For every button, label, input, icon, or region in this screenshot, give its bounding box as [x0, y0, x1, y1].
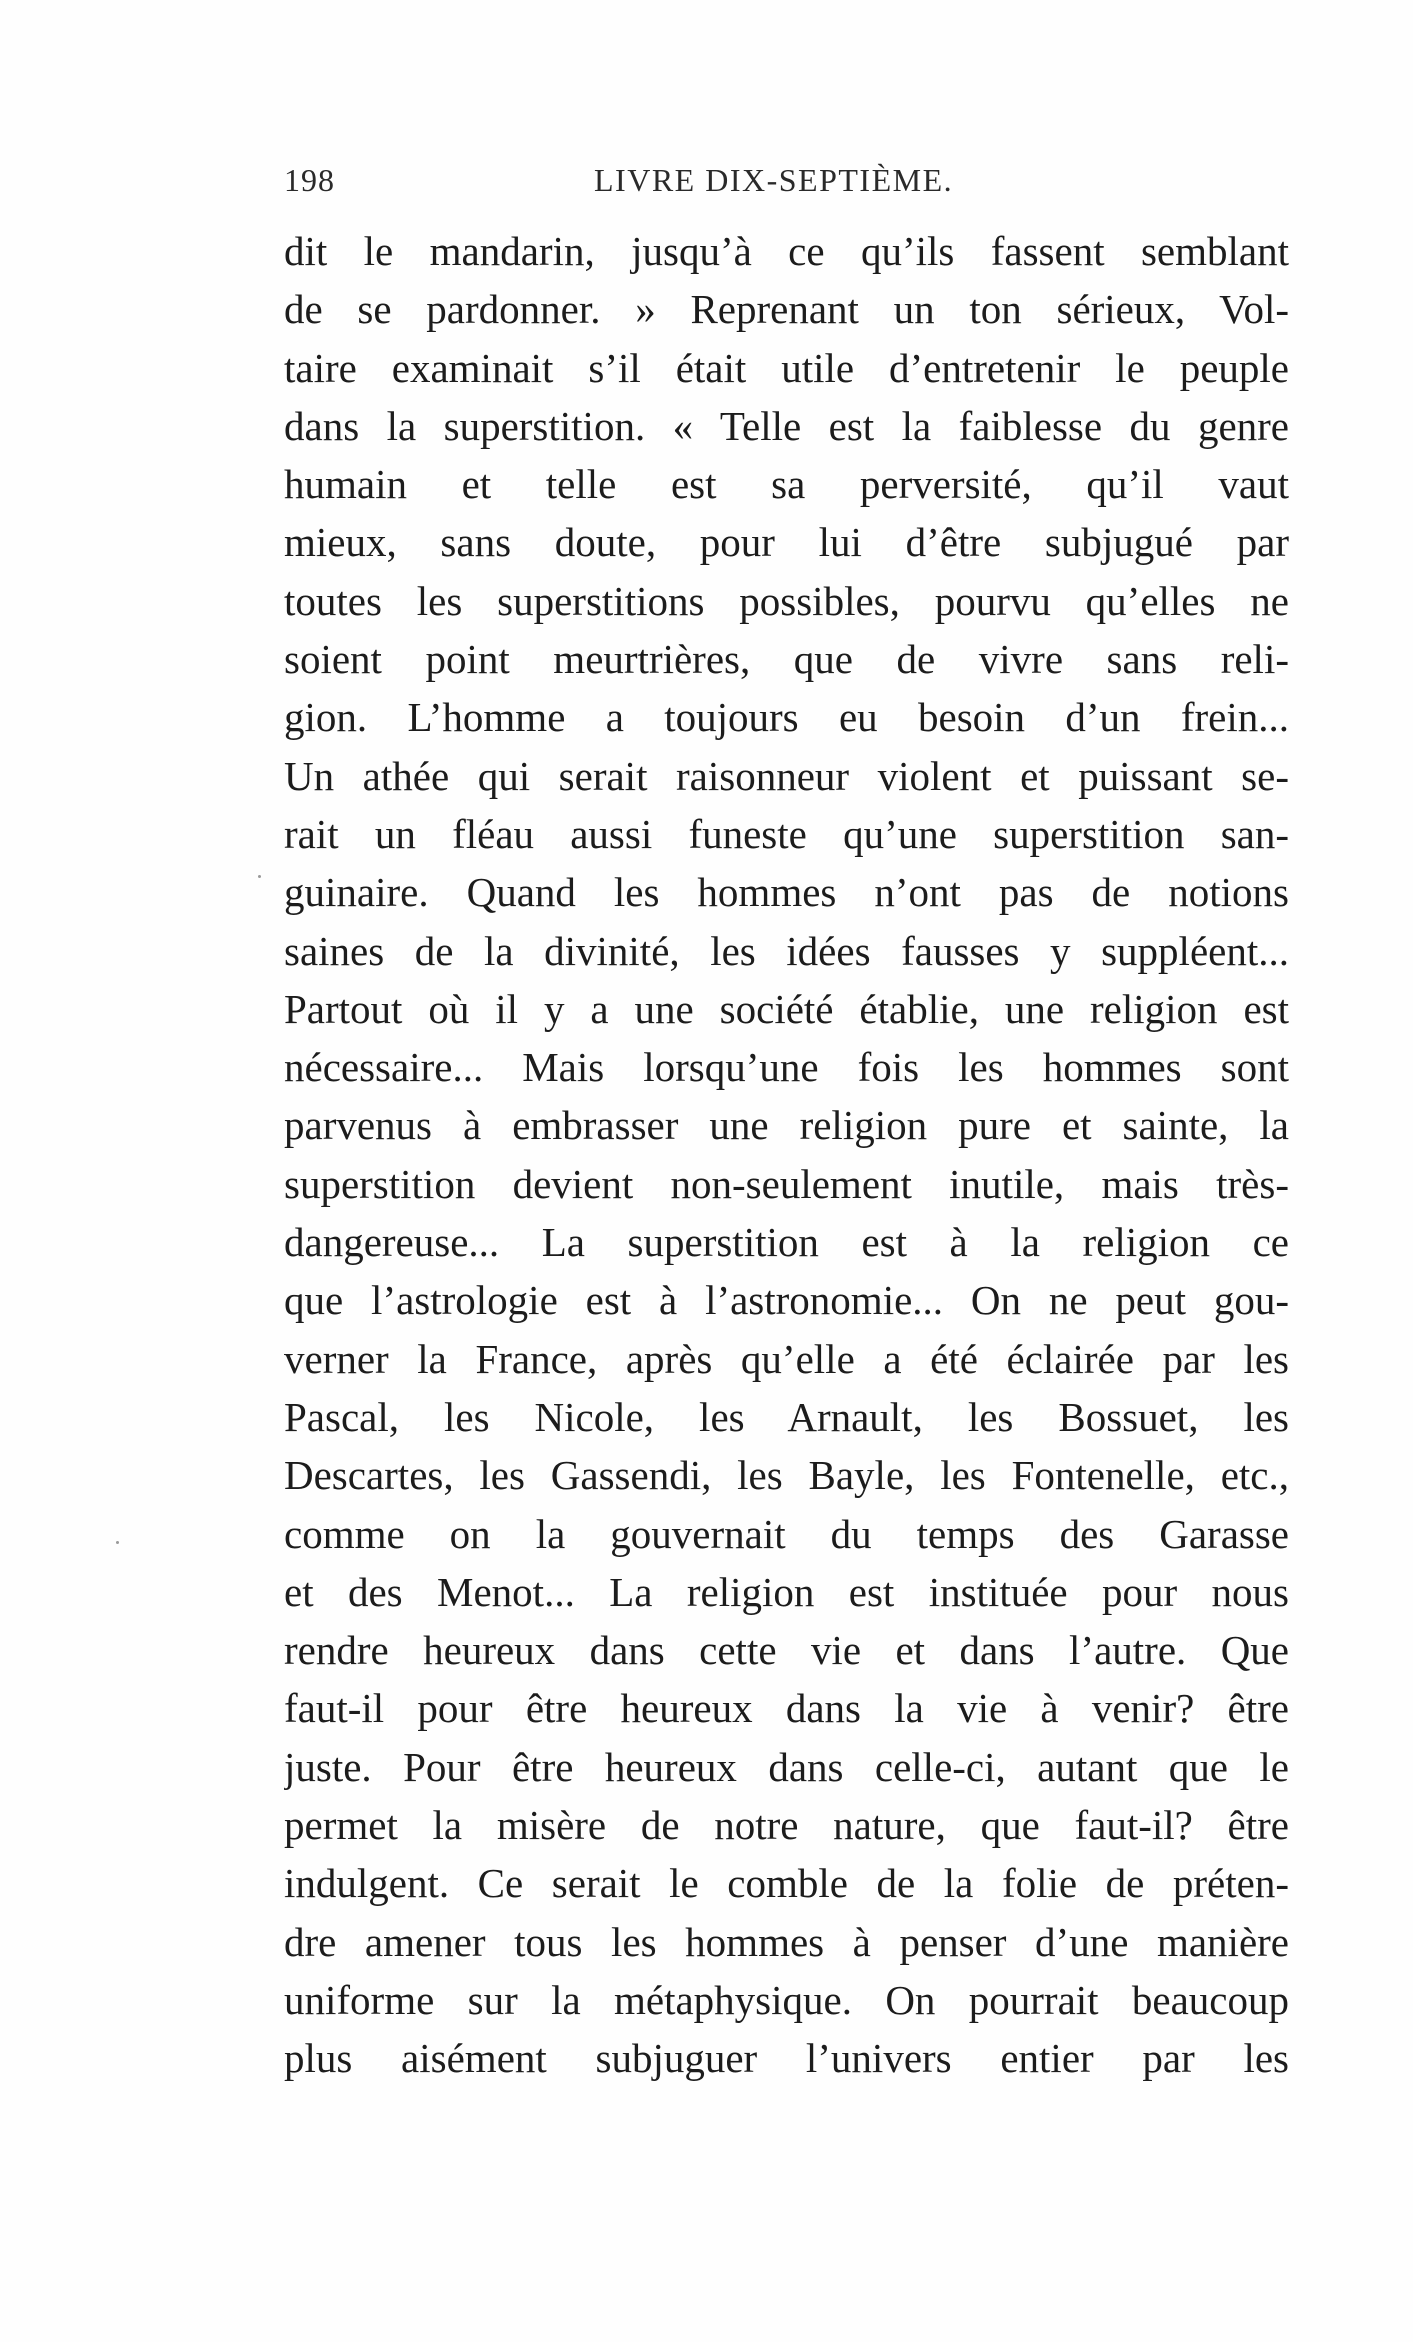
text-line: plus aisément subjuguer l’univers entier par les [284, 2035, 1289, 2082]
text-line: Descartes, les Gassendi, les Bayle, les Fontenelle, etc., [284, 1452, 1289, 1499]
page-number: 198 [284, 162, 335, 198]
body-text [284, 222, 1289, 2088]
text-line: rait un fléau aussi funeste qu’une superstition san- [284, 810, 1289, 857]
text-line: humain et telle est sa perversité, qu’il vaut [284, 461, 1289, 508]
text-line: soient point meurtrières, que de vivre sans reli- [284, 636, 1289, 683]
text-line: mieux, sans doute, pour lui d’être subjugué par [284, 519, 1289, 566]
text-line: taire examinait s’il était utile d’entretenir le peuple [284, 344, 1289, 391]
text-line: dre amener tous les hommes à penser d’une manière [284, 1918, 1289, 1965]
text-line: dit le mandarin, jusqu’à ce qu’ils fassent semblant [284, 228, 1289, 274]
text-line: nécessaire... Mais lorsqu’une fois les hommes sont [284, 1044, 1289, 1091]
text-line: guinaire. Quand les hommes n’ont pas de notions [284, 869, 1289, 916]
text-line: Pascal, les Nicole, les Arnault, les Bossuet, les [284, 1393, 1289, 1440]
text-line: gion. L’homme a toujours eu besoin d’un frein... [284, 694, 1289, 741]
text-line: dans la superstition. « Telle est la faiblesse du genre [284, 402, 1289, 449]
running-title: LIVRE DIX-SEPTIÈME. [594, 162, 954, 198]
text-line: verner la France, après qu’elle a été éclairée par les [284, 1335, 1289, 1382]
text-line: permet la misère de notre nature, que faut-il? être [284, 1802, 1289, 1849]
text-line: dangereuse... La superstition est à la religion ce [284, 1219, 1289, 1266]
text-line: juste. Pour être heureux dans celle-ci, autant que le [284, 1743, 1289, 1790]
text-line: superstition devient non-seulement inutile, mais très- [284, 1160, 1289, 1207]
text-line: de se pardonner. » Reprenant un ton sérieux, Vol- [284, 286, 1289, 333]
text-line: et des Menot... La religion est instituée pour nous [284, 1568, 1289, 1615]
text-line: que l’astrologie est à l’astronomie... On ne peut gou- [284, 1277, 1289, 1324]
text-line: faut-il pour être heureux dans la vie à venir? être [284, 1685, 1289, 1732]
text-line: rendre heureux dans cette vie et dans l’autre. Que [284, 1627, 1289, 1674]
text-line: parvenus à embrasser une religion pure et sainte, la [284, 1102, 1289, 1149]
text-line: Partout où il y a une société établie, une religion est [284, 985, 1289, 1032]
text-line: toutes les superstitions possibles, pourvu qu’elles ne [284, 577, 1289, 624]
paper-speck [258, 875, 261, 878]
text-line: Un athée qui serait raisonneur violent et puissant se- [284, 752, 1289, 799]
text-line: indulgent. Ce serait le comble de la folie de préten- [284, 1860, 1289, 1907]
text-line: comme on la gouvernait du temps des Garasse [284, 1510, 1289, 1557]
paper-speck [116, 1541, 119, 1544]
text-line: uniforme sur la métaphysique. On pourrait beaucoup [284, 1976, 1289, 2023]
running-head [284, 162, 1289, 212]
text-line: saines de la divinité, les idées fausses y suppléent... [284, 927, 1289, 974]
